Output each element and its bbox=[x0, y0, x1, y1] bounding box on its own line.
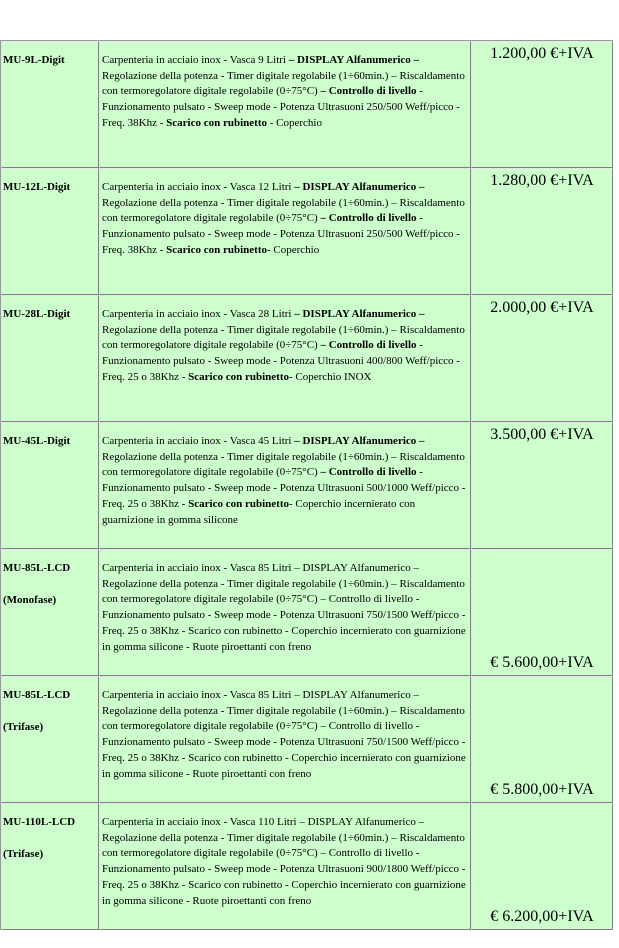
model-cell bbox=[1, 549, 99, 676]
model-cell bbox=[1, 295, 99, 422]
price-value: 2.000,00 €+IVA bbox=[490, 299, 594, 316]
description-highlight: Scarico con rubinetto bbox=[166, 243, 267, 256]
price-cell bbox=[471, 168, 613, 295]
model-name: MU-28L-Digit bbox=[3, 308, 71, 320]
model-cell bbox=[1, 168, 99, 295]
model-name: MU-45L-Digit bbox=[3, 435, 71, 447]
description-cell bbox=[99, 41, 471, 168]
description-text: - Coperchio INOX bbox=[288, 370, 372, 383]
description-text: Carpenteria in acciaio inox - Vasca 28 Litri bbox=[102, 308, 295, 320]
description-text: - Funzionamento pulsato - Sweep mode - Potenza Ultrasuoni 500/1000 Weff/picco - Freq. 25 o 38Khz - bbox=[102, 466, 466, 510]
model-name: MU-12L-Digit bbox=[3, 181, 71, 193]
description-highlight: Scarico con rubinetto bbox=[188, 497, 289, 510]
description-text: - Coperchio incernierato con guarnizione in gomma silicone bbox=[102, 497, 416, 526]
model-cell bbox=[1, 41, 99, 168]
description-highlight: Scarico con rubinetto bbox=[166, 116, 267, 129]
model-power-supply: (Monofase) bbox=[3, 594, 57, 606]
product-row bbox=[1, 168, 613, 295]
description-highlight: – DISPLAY Alfanumerico – bbox=[294, 308, 425, 320]
price-cell bbox=[471, 803, 613, 930]
description-text: Carpenteria in acciaio inox - Vasca 45 Litri bbox=[102, 435, 295, 447]
product-row bbox=[1, 549, 613, 676]
price-value: 1.280,00 €+IVA bbox=[490, 172, 594, 189]
description-highlight: – DISPLAY Alfanumerico – bbox=[294, 435, 425, 447]
model-name: MU-110L-LCD bbox=[3, 816, 76, 828]
description-text: Carpenteria in acciaio inox - Vasca 85 Litri – DISPLAY Alfanumerico – Regolazione della potenza - Timer digitale regolabile (1÷60min.) – Riscaldamento con termoregolatore digitale regolabile (0÷75°C) – Controllo di livello - Funzionamento pulsato - Sweep mode - Potenza Ultrasuoni 750/1500 Weff/picco - Freq. 25 o 38Khz - Scarico con rubinetto - Coperchio incernierato con guarnizione in gomma silicone - Ruote piroettanti con freno bbox=[102, 562, 466, 653]
model-cell bbox=[1, 422, 99, 549]
model-name: MU-9L-Digit bbox=[3, 54, 65, 66]
model-power-supply: (Trifase) bbox=[3, 721, 44, 733]
description-highlight: Scarico con rubinetto bbox=[188, 370, 289, 383]
description-text: - Funzionamento pulsato - Sweep mode - Potenza Ultrasuoni 250/500 Weff/picco - Freq. 38Khz - bbox=[102, 85, 460, 129]
product-row bbox=[1, 676, 613, 803]
product-row bbox=[1, 422, 613, 549]
price-cell bbox=[471, 41, 613, 168]
description-text: Regolazione della potenza - Timer digitale regolabile (1÷60min.) – Riscaldamento con termoregolatore digitale regolabile (0÷75°C) bbox=[102, 450, 465, 479]
description-highlight: – Controllo di livello bbox=[320, 212, 417, 225]
description-highlight: – Controllo di livello bbox=[320, 466, 417, 479]
price-value: € 5.600,00+IVA bbox=[490, 654, 594, 671]
description-highlight: – DISPLAY Alfanumerico – bbox=[288, 54, 420, 66]
price-table bbox=[0, 40, 613, 930]
description-cell bbox=[99, 803, 471, 930]
description-text: Carpenteria in acciaio inox - Vasca 12 Litri bbox=[102, 181, 295, 193]
description-text: Regolazione della potenza - Timer digitale regolabile (1÷60min.) – Riscaldamento con termoregolatore digitale regolabile (0÷75°C) bbox=[102, 323, 465, 352]
model-power-supply: (Trifase) bbox=[3, 848, 44, 860]
price-table-body bbox=[1, 41, 613, 930]
description-text: Regolazione della potenza - Timer digitale regolabile (1÷60min.) – Riscaldamento con termoregolatore digitale regolabile (0÷75°C) bbox=[102, 69, 465, 98]
description-text: Regolazione della potenza - Timer digitale regolabile (1÷60min.) – Riscaldamento con termoregolatore digitale regolabile (0÷75°C) bbox=[102, 196, 465, 225]
description-cell bbox=[99, 422, 471, 549]
description-text: - Funzionamento pulsato - Sweep mode - Potenza Ultrasuoni 400/800 Weff/picco - Freq. 25 o 38Khz - bbox=[102, 339, 460, 383]
description-text: Carpenteria in acciaio inox - Vasca 110 Litri – DISPLAY Alfanumerico – Regolazione della potenza - Timer digitale regolabile (1÷60min.) – Riscaldamento con termoregolatore digitale regolabile (0÷75°C) – Controllo di livello - Funzionamento pulsato - Sweep mode - Potenza Ultrasuoni 900/1800 Weff/picco - Freq. 25 o 38Khz - Scarico con rubinetto - Coperchio incernierato con guarnizione in gomma silicone - Ruote piroettanti con freno bbox=[102, 816, 466, 907]
model-cell bbox=[1, 803, 99, 930]
product-row bbox=[1, 803, 613, 930]
price-cell bbox=[471, 676, 613, 803]
price-cell bbox=[471, 295, 613, 422]
description-highlight: – Controllo di livello bbox=[320, 339, 417, 352]
model-name: MU-85L-LCD bbox=[3, 562, 71, 574]
price-value: 3.500,00 €+IVA bbox=[490, 426, 594, 443]
description-highlight: – DISPLAY Alfanumerico – bbox=[294, 181, 425, 193]
product-row bbox=[1, 41, 613, 168]
price-value: 1.200,00 €+IVA bbox=[490, 45, 594, 62]
product-row bbox=[1, 295, 613, 422]
description-text: Carpenteria in acciaio inox - Vasca 9 Litri bbox=[102, 54, 289, 66]
model-cell bbox=[1, 676, 99, 803]
description-text: - Funzionamento pulsato - Sweep mode - Potenza Ultrasuoni 250/500 Weff/picco - Freq. 38Khz - bbox=[102, 212, 460, 256]
price-cell bbox=[471, 549, 613, 676]
price-cell bbox=[471, 422, 613, 549]
description-cell bbox=[99, 168, 471, 295]
description-cell bbox=[99, 676, 471, 803]
description-highlight: – Controllo di livello bbox=[320, 85, 417, 98]
description-cell bbox=[99, 549, 471, 676]
description-cell bbox=[99, 295, 471, 422]
description-text: Carpenteria in acciaio inox - Vasca 85 Litri – DISPLAY Alfanumerico – Regolazione della potenza - Timer digitale regolabile (1÷60min.) – Riscaldamento con termoregolatore digitale regolabile (0÷75°C) – Controllo di livello - Funzionamento pulsato - Sweep mode - Potenza Ultrasuoni 750/1500 Weff/picco - Freq. 25 o 38Khz - Scarico con rubinetto - Coperchio incernierato con guarnizione in gomma silicone - Ruote piroettanti con freno bbox=[102, 689, 466, 780]
description-text: - Coperchio bbox=[266, 116, 322, 129]
price-value: € 5.800,00+IVA bbox=[490, 781, 594, 798]
model-name: MU-85L-LCD bbox=[3, 689, 71, 701]
description-text: - Coperchio bbox=[266, 243, 320, 256]
price-value: € 6.200,00+IVA bbox=[490, 908, 594, 925]
